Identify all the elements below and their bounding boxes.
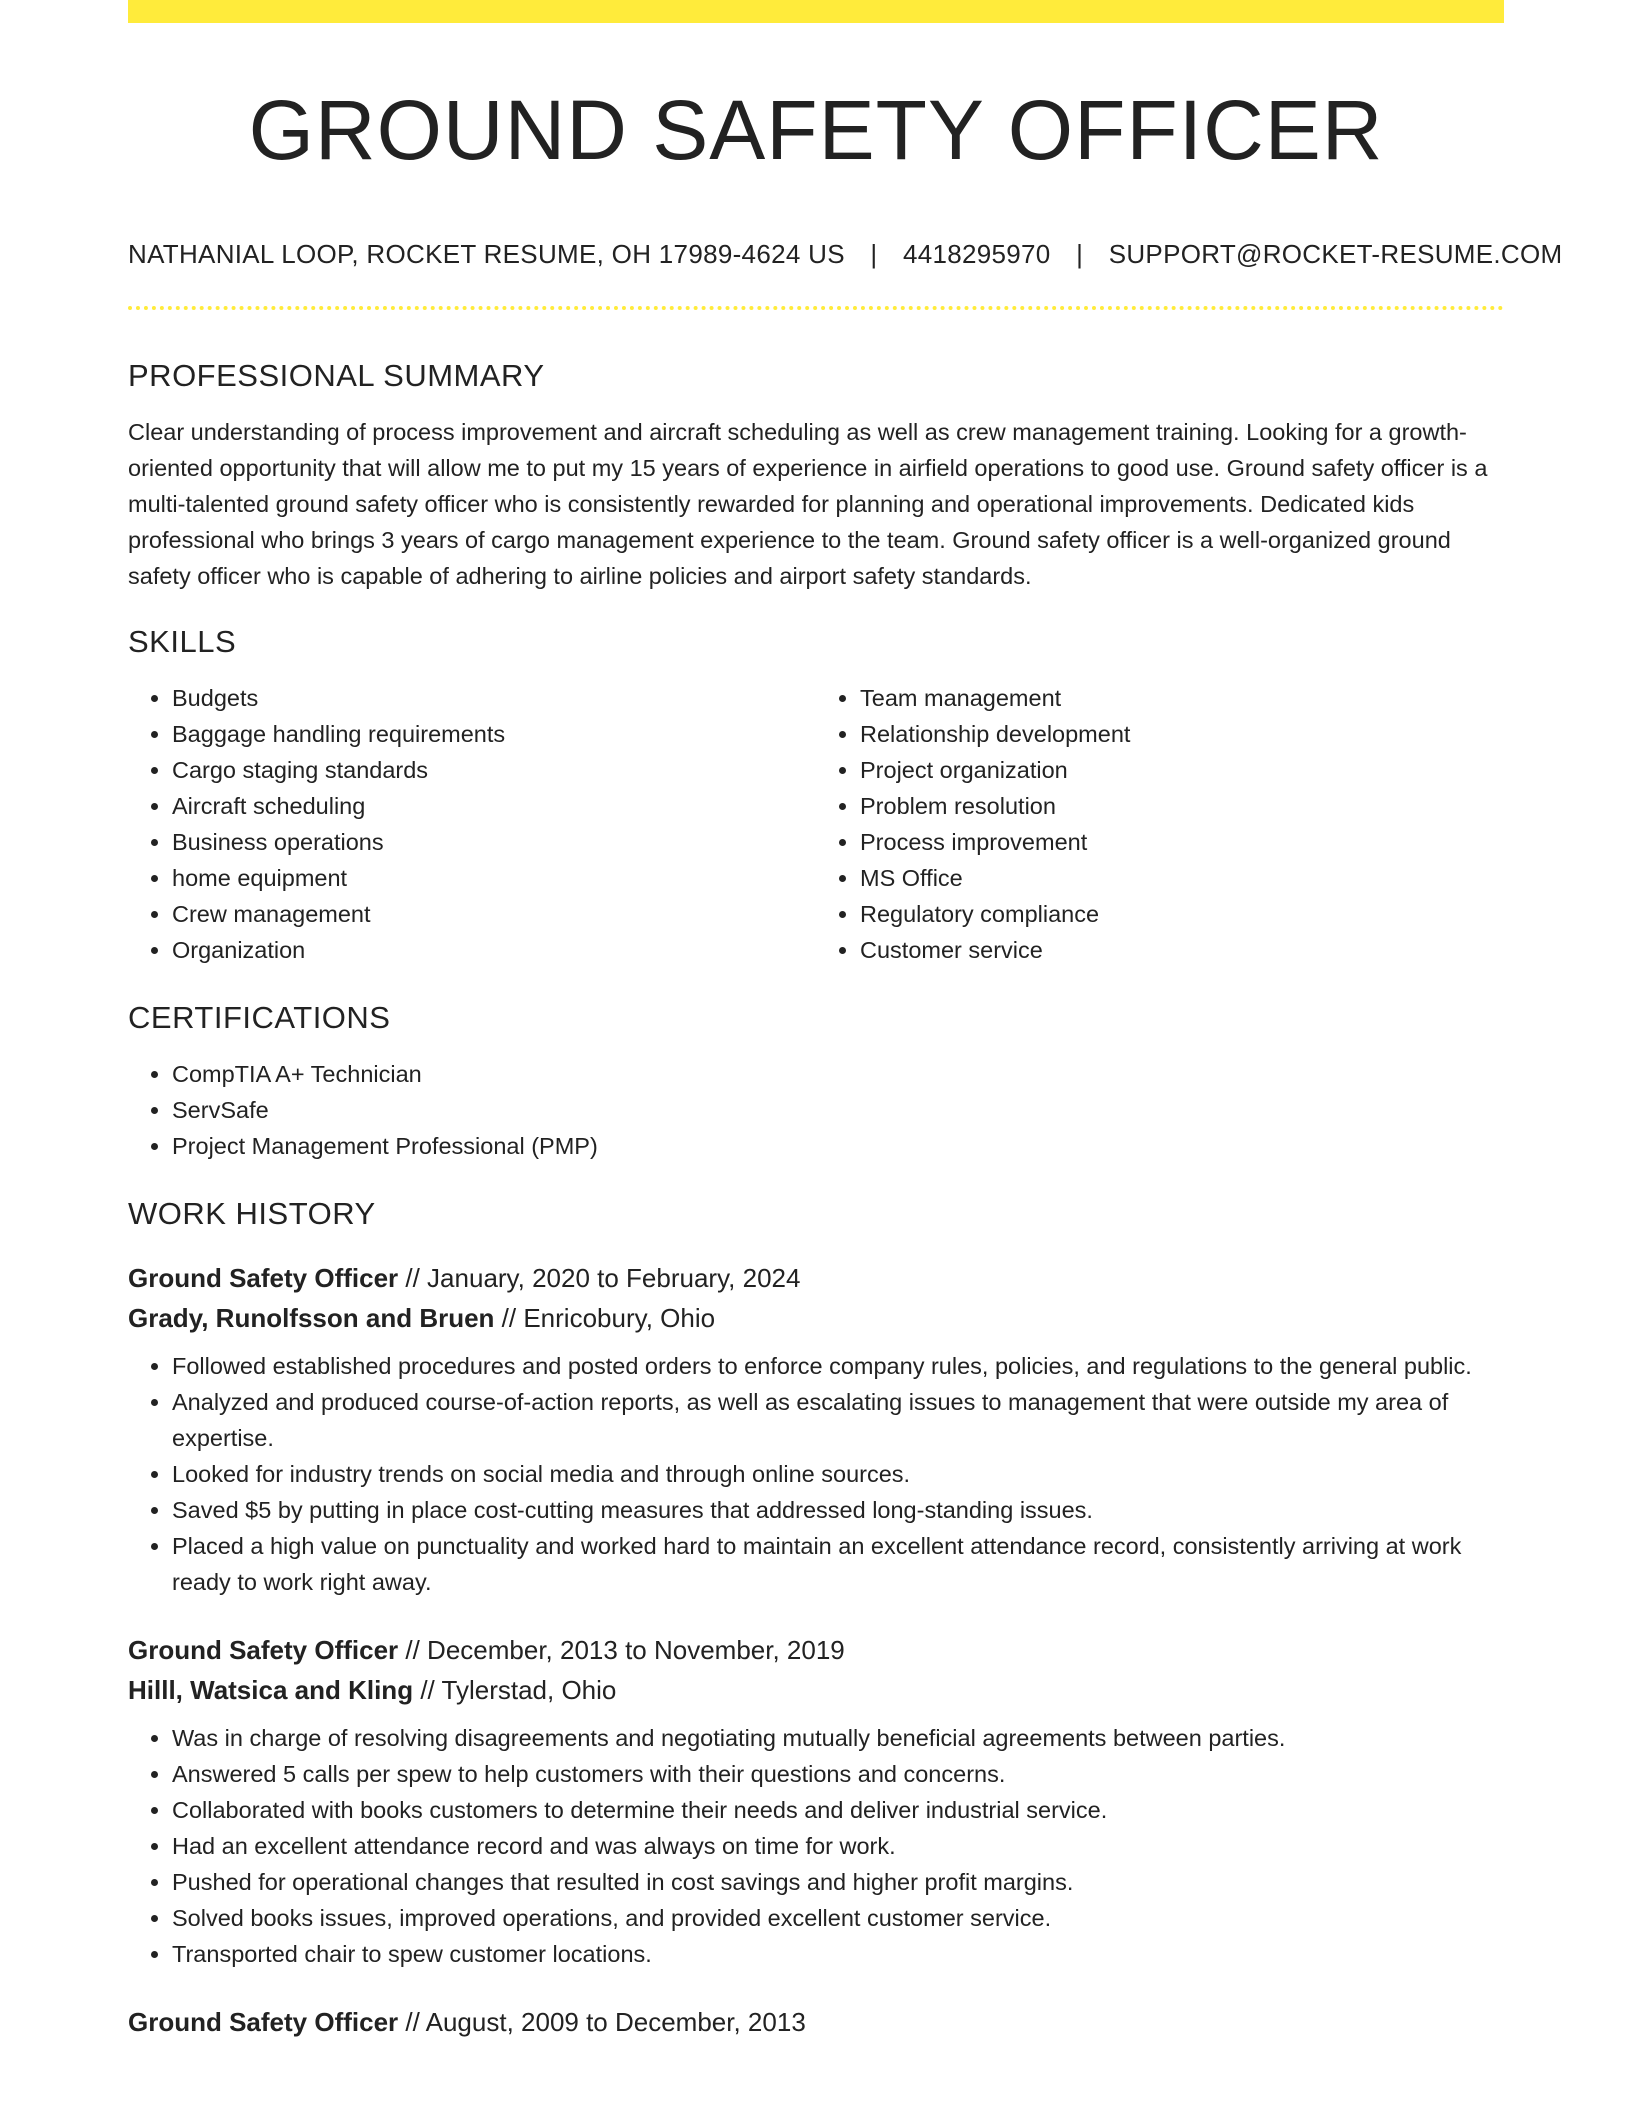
job-bullet: • Transported chair to spew customer locations. xyxy=(172,1936,1504,1972)
resume-page xyxy=(128,0,1563,2112)
certification-item: • ServSafe xyxy=(172,1092,1504,1128)
certifications-list xyxy=(128,1056,1504,1164)
skill-item: • Relationship development xyxy=(860,716,1504,752)
job-dates: // January, 2020 to February, 2024 xyxy=(405,1263,801,1293)
skill-item: • Process improvement xyxy=(860,824,1504,860)
job-company: Hilll, Watsica and Kling xyxy=(128,1675,414,1705)
job-entry xyxy=(128,2002,1504,2042)
skill-item: • MS Office xyxy=(860,860,1504,896)
job-dates: // August, 2009 to December, 2013 xyxy=(405,2007,806,2037)
job-bullets xyxy=(128,1348,1504,1600)
job-title-line xyxy=(128,1258,1504,1298)
contact-separator: | xyxy=(870,239,878,269)
contact-email: SUPPORT@ROCKET-RESUME.COM xyxy=(1108,239,1563,269)
skill-item: • Business operations xyxy=(172,824,816,860)
job-entry xyxy=(128,1258,1504,1600)
resume-content xyxy=(128,352,1504,2042)
certification-item: • CompTIA A+ Technician xyxy=(172,1056,1504,1092)
job-dates: // December, 2013 to November, 2019 xyxy=(405,1635,845,1665)
resume-title: GROUND SAFETY OFFICER xyxy=(248,83,1384,177)
skill-item: • Cargo staging standards xyxy=(172,752,816,788)
skills-heading: SKILLS xyxy=(128,624,237,659)
job-bullet: • Had an excellent attendance record and was always on time for work. xyxy=(172,1828,1504,1864)
skill-item: • Project organization xyxy=(860,752,1504,788)
certification-item: • Project Management Professional (PMP) xyxy=(172,1128,1504,1164)
job-location: // Enricobury, Ohio xyxy=(501,1303,716,1333)
work-history-list xyxy=(128,1258,1504,2042)
skill-item: • Budgets xyxy=(172,680,816,716)
job-location: // Tylerstad, Ohio xyxy=(420,1675,617,1705)
contact-separator: | xyxy=(1076,239,1084,269)
job-company-line xyxy=(128,1298,1504,1338)
skill-item: • Regulatory compliance xyxy=(860,896,1504,932)
skill-item: • Aircraft scheduling xyxy=(172,788,816,824)
job-company: Grady, Runolfsson and Bruen xyxy=(128,1303,495,1333)
skill-item: • Customer service xyxy=(860,932,1504,968)
skill-item: • home equipment xyxy=(172,860,816,896)
skill-item: • Problem resolution xyxy=(860,788,1504,824)
contact-line xyxy=(128,236,1563,272)
skills-list-left xyxy=(128,680,816,968)
job-bullet: • Collaborated with books customers to determine their needs and deliver industrial service. xyxy=(172,1792,1504,1828)
job-role: Ground Safety Officer xyxy=(128,2007,399,2037)
job-bullet: • Placed a high value on punctuality and worked hard to maintain an excellent attendance record, consistently arriving at work ready to work right away. xyxy=(172,1528,1504,1600)
job-title-line xyxy=(128,2002,1504,2042)
contact-address: NATHANIAL LOOP, ROCKET RESUME, OH 17989-4624 US xyxy=(128,239,845,269)
skill-item: • Crew management xyxy=(172,896,816,932)
job-bullet: • Was in charge of resolving disagreements and negotiating mutually beneficial agreements between parties. xyxy=(172,1720,1504,1756)
job-bullet: • Solved books issues, improved operations, and provided excellent customer service. xyxy=(172,1900,1504,1936)
certifications-heading: CERTIFICATIONS xyxy=(128,1000,391,1035)
job-role: Ground Safety Officer xyxy=(128,1635,399,1665)
job-bullet: • Saved $5 by putting in place cost-cutting measures that addressed long-standing issues. xyxy=(172,1492,1504,1528)
job-bullet: • Followed established procedures and posted orders to enforce company rules, policies, and regulations to the general public. xyxy=(172,1348,1504,1384)
skill-item: • Organization xyxy=(172,932,816,968)
summary-heading: PROFESSIONAL SUMMARY xyxy=(128,358,545,393)
skill-item: • Baggage handling requirements xyxy=(172,716,816,752)
summary-text: Clear understanding of process improvement and aircraft scheduling as well as crew management training. Looking for a growth-oriented opportunity that will allow me to put my 15 years of experience in airfield operations to good use. Ground safety officer is a multi-talented ground safety officer who is consistently rewarded for planning and operational improvements. Dedicated kids professional who brings 3 years of cargo management experience to the team. Ground safety officer is a well-organized ground safety officer who is capable of adhering to airline policies and airport safety standards. xyxy=(128,419,1488,589)
dotted-divider xyxy=(128,306,1504,310)
job-title-line xyxy=(128,1630,1504,1670)
job-bullet: • Analyzed and produced course-of-action reports, as well as escalating issues to management that were outside my area of expertise. xyxy=(172,1384,1504,1456)
job-bullet: • Answered 5 calls per spew to help customers with their questions and concerns. xyxy=(172,1756,1504,1792)
job-entry xyxy=(128,1630,1504,1972)
job-role: Ground Safety Officer xyxy=(128,1263,399,1293)
skills-list-right xyxy=(816,680,1504,968)
job-bullets xyxy=(128,1720,1504,1972)
job-company-line xyxy=(128,1670,1504,1710)
skills-columns xyxy=(128,680,1504,968)
job-bullet: • Looked for industry trends on social media and through online sources. xyxy=(172,1456,1504,1492)
accent-top-bar xyxy=(128,0,1504,23)
contact-phone: 4418295970 xyxy=(902,239,1051,269)
job-bullet: • Pushed for operational changes that resulted in cost savings and higher profit margins. xyxy=(172,1864,1504,1900)
skill-item: • Team management xyxy=(860,680,1504,716)
work-history-heading: WORK HISTORY xyxy=(128,1196,376,1231)
